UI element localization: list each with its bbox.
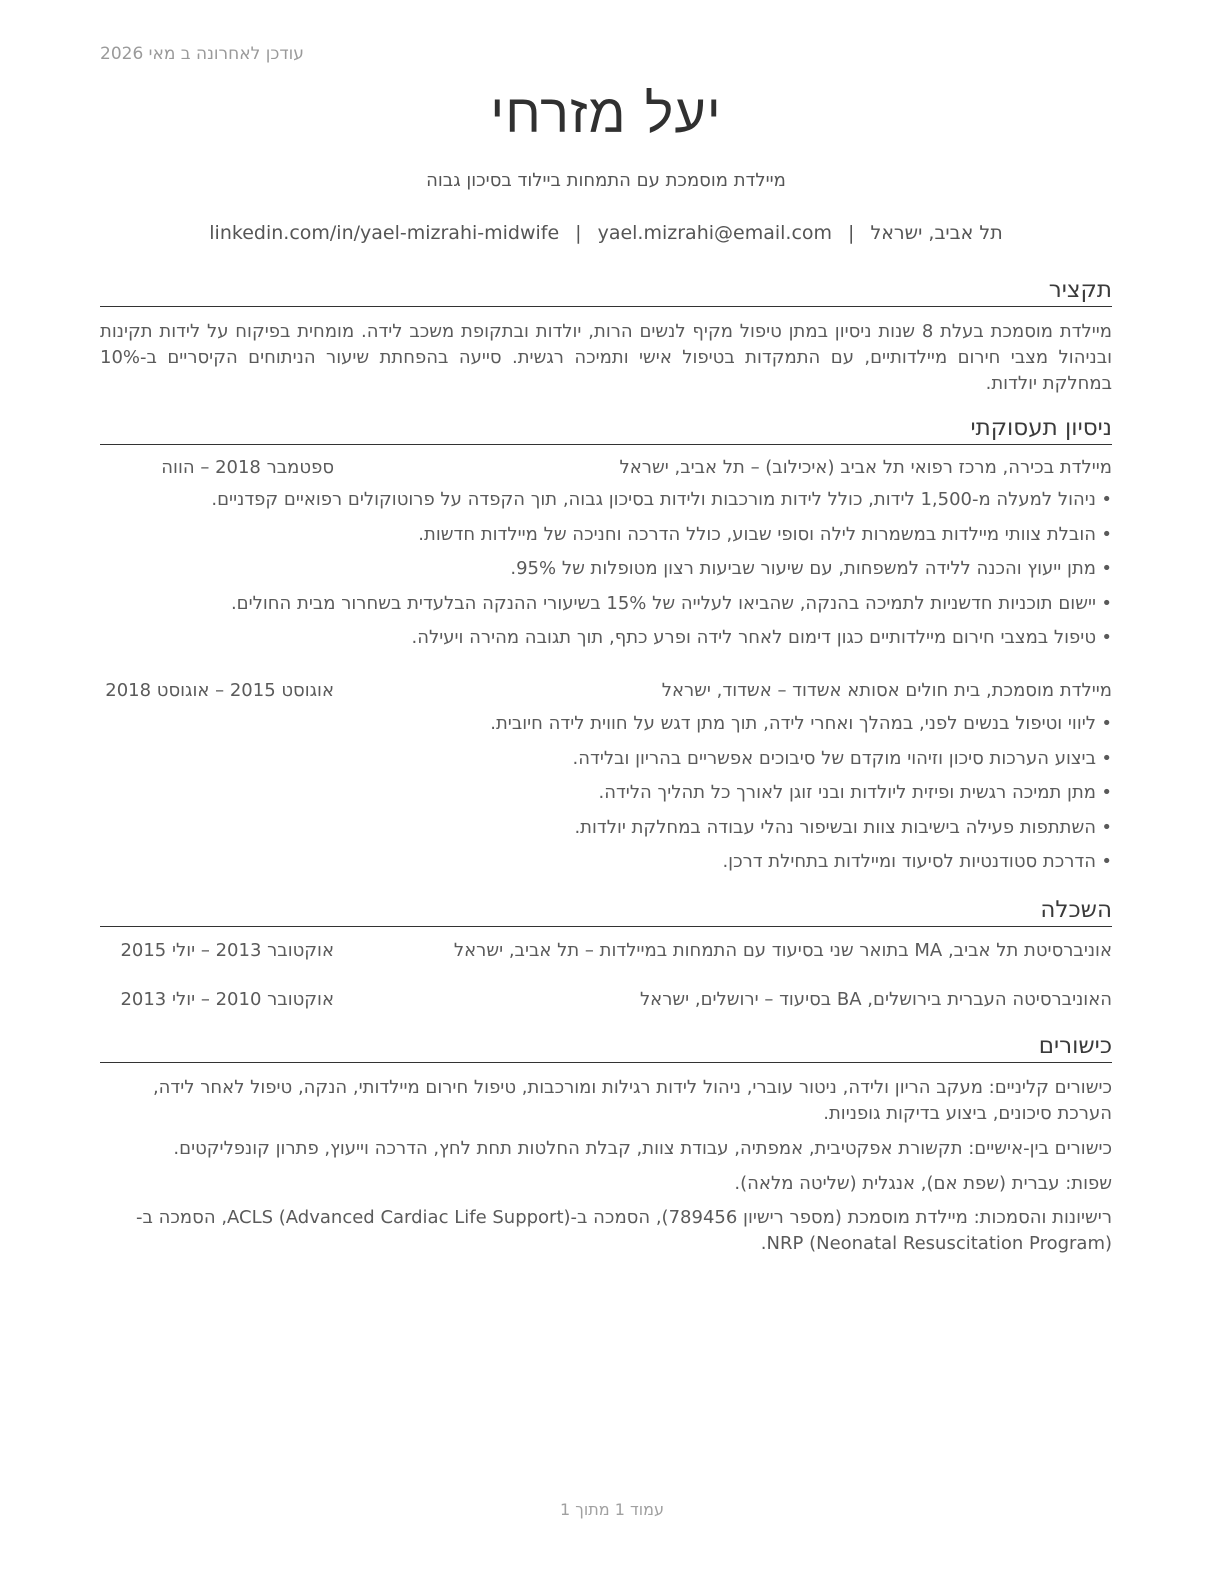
candidate-name: יעל מזרחי [490, 82, 722, 145]
job-title: מיילדת מוסמכת, בית חולים אסותא אשדוד – אשדוד, ישראל [661, 680, 1112, 701]
contact-separator: | [575, 222, 582, 244]
bullet-item: • מתן תמיכה רגשית ופיזית ליולדות ובני זוגן לאורך כל תהליך הלידה. [100, 780, 1112, 815]
job-title: מיילדת בכירה, מרכז רפואי תל אביב (איכילוב) – תל אביב, ישראל [619, 457, 1112, 478]
education-dates: אוקטובר 2010 – יולי 2013 [120, 989, 334, 1010]
skills-interpersonal: כישורים בין-אישיים: תקשורת אפקטיבית, אמפתיה, עבודת צוות, קבלת החלטות תחת לחץ, הדרכה וייעוץ, פתרון קונפליקטים. [173, 1138, 1112, 1159]
job-dates: אוגוסט 2015 – אוגוסט 2018 [105, 680, 334, 701]
contact-separator: | [848, 222, 855, 244]
bullet-item: • יישום תוכניות חדשניות לתמיכה בהנקה, שהביאו לעלייה של 15% בשיעורי ההנקה הבלעדית בשחרור מבית החולים. [100, 591, 1112, 626]
contact-linkedin[interactable]: linkedin.com/in/yael-mizrahi-midwife [209, 222, 560, 244]
bullet-item: • ניהול למעלה מ-1,500 לידות, כולל לידות מורכבות ולידות בסיכון גבוה, תוך הקפדה על פרוטוקולים רפואיים קפדניים. [100, 487, 1112, 522]
education-dates: אוקטובר 2013 – יולי 2015 [120, 940, 334, 961]
contact-email[interactable]: yael.mizrahi@email.com [597, 222, 833, 244]
bullet-item: • ביצוע הערכות סיכון וזיהוי מוקדם של סיבוכים אפשריים בהריון ובלידה. [100, 746, 1112, 781]
job-header [100, 680, 1112, 706]
bullet-item: • הובלת צוותי מיילדות במשמרות לילה וסופי שבוע, כולל הדרכה וחניכה של מיילדות חדשות. [100, 522, 1112, 557]
contact-location: תל אביב, ישראל [870, 222, 1003, 244]
last-updated-note: עודכן לאחרונה ב מאי 2026 [100, 44, 304, 64]
bullet-item: • מתן ייעוץ והכנה ללידה למשפחות, עם שיעור שביעות רצון מטופלות של 95%. [100, 556, 1112, 591]
page-number: עמוד 1 מתוך 1 [560, 1500, 664, 1519]
candidate-subtitle: מיילדת מוסמכת עם התמחות ביילוד בסיכון גבוה [426, 170, 786, 191]
job-bullets [100, 711, 1112, 884]
skills-licenses: רישיונות והסמכות: מיילדת מוסמכת (מספר רישיון 789456), הסמכה ב-ACLS (Advanced Cardiac Life Support), הסמכה ב-NRP (Neonatal Resuscitation Program). [136, 1207, 1112, 1254]
bullet-item: • ליווי וטיפול בנשים לפני, במהלך ואחרי לידה, תוך מתן דגש על חווית לידה חיובית. [100, 711, 1112, 746]
section-heading-education: השכלה [100, 896, 1112, 927]
education-title: האוניברסיטה העברית בירושלים, BA בסיעוד – ירושלים, ישראל [639, 989, 1112, 1010]
education-item [100, 989, 1112, 1015]
section-heading-skills: כישורים [100, 1032, 1112, 1063]
contact-line [100, 222, 1112, 244]
job-dates: ספטמבר 2018 – הווה [161, 457, 334, 478]
section-heading-summary: תקציר [100, 276, 1112, 307]
job-header [100, 457, 1112, 483]
summary-text: מיילדת מוסמכת בעלת 8 שנות ניסיון במתן טיפול מקיף לנשים הרות, יולדות ובתקופת משכב לידה. מומחית בפיקוח על לידות תקינות ובניהול מצבי חירום מיילדותיים, עם התמקדות בטיפול אישי ותמיכה רגשית. סייעה בהפחתת שיעור הניתוחים הקיסריים ב-10% במחלקת יולדות. [100, 321, 1112, 394]
education-item [100, 940, 1112, 966]
bullet-item: • השתתפות פעילה בישיבות צוות ובשיפור נהלי עבודה במחלקת יולדות. [100, 815, 1112, 850]
skills-languages: שפות: עברית (שפת אם), אנגלית (שליטה מלאה). [734, 1173, 1112, 1194]
education-title: אוניברסיטת תל אביב, MA בתואר שני בסיעוד עם התמחות במיילדות – תל אביב, ישראל [453, 940, 1112, 961]
bullet-item: • הדרכת סטודנטיות לסיעוד ומיילדות בתחילת דרכן. [100, 849, 1112, 884]
skills-clinical: כישורים קליניים: מעקב הריון ולידה, ניטור עוברי, ניהול לידות רגילות ומורכבות, טיפול חירום מיילדותי, הנקה, טיפול לאחר לידה, הערכת סיכונים, ביצוע בדיקות גופניות. [152, 1077, 1112, 1124]
job-bullets [100, 487, 1112, 660]
bullet-item: • טיפול במצבי חירום מיילדותיים כגון דימום לאחר לידה ופרע כתף, תוך תגובה מהירה ויעילה. [100, 625, 1112, 660]
section-heading-experience: ניסיון תעסוקתי [100, 414, 1112, 445]
